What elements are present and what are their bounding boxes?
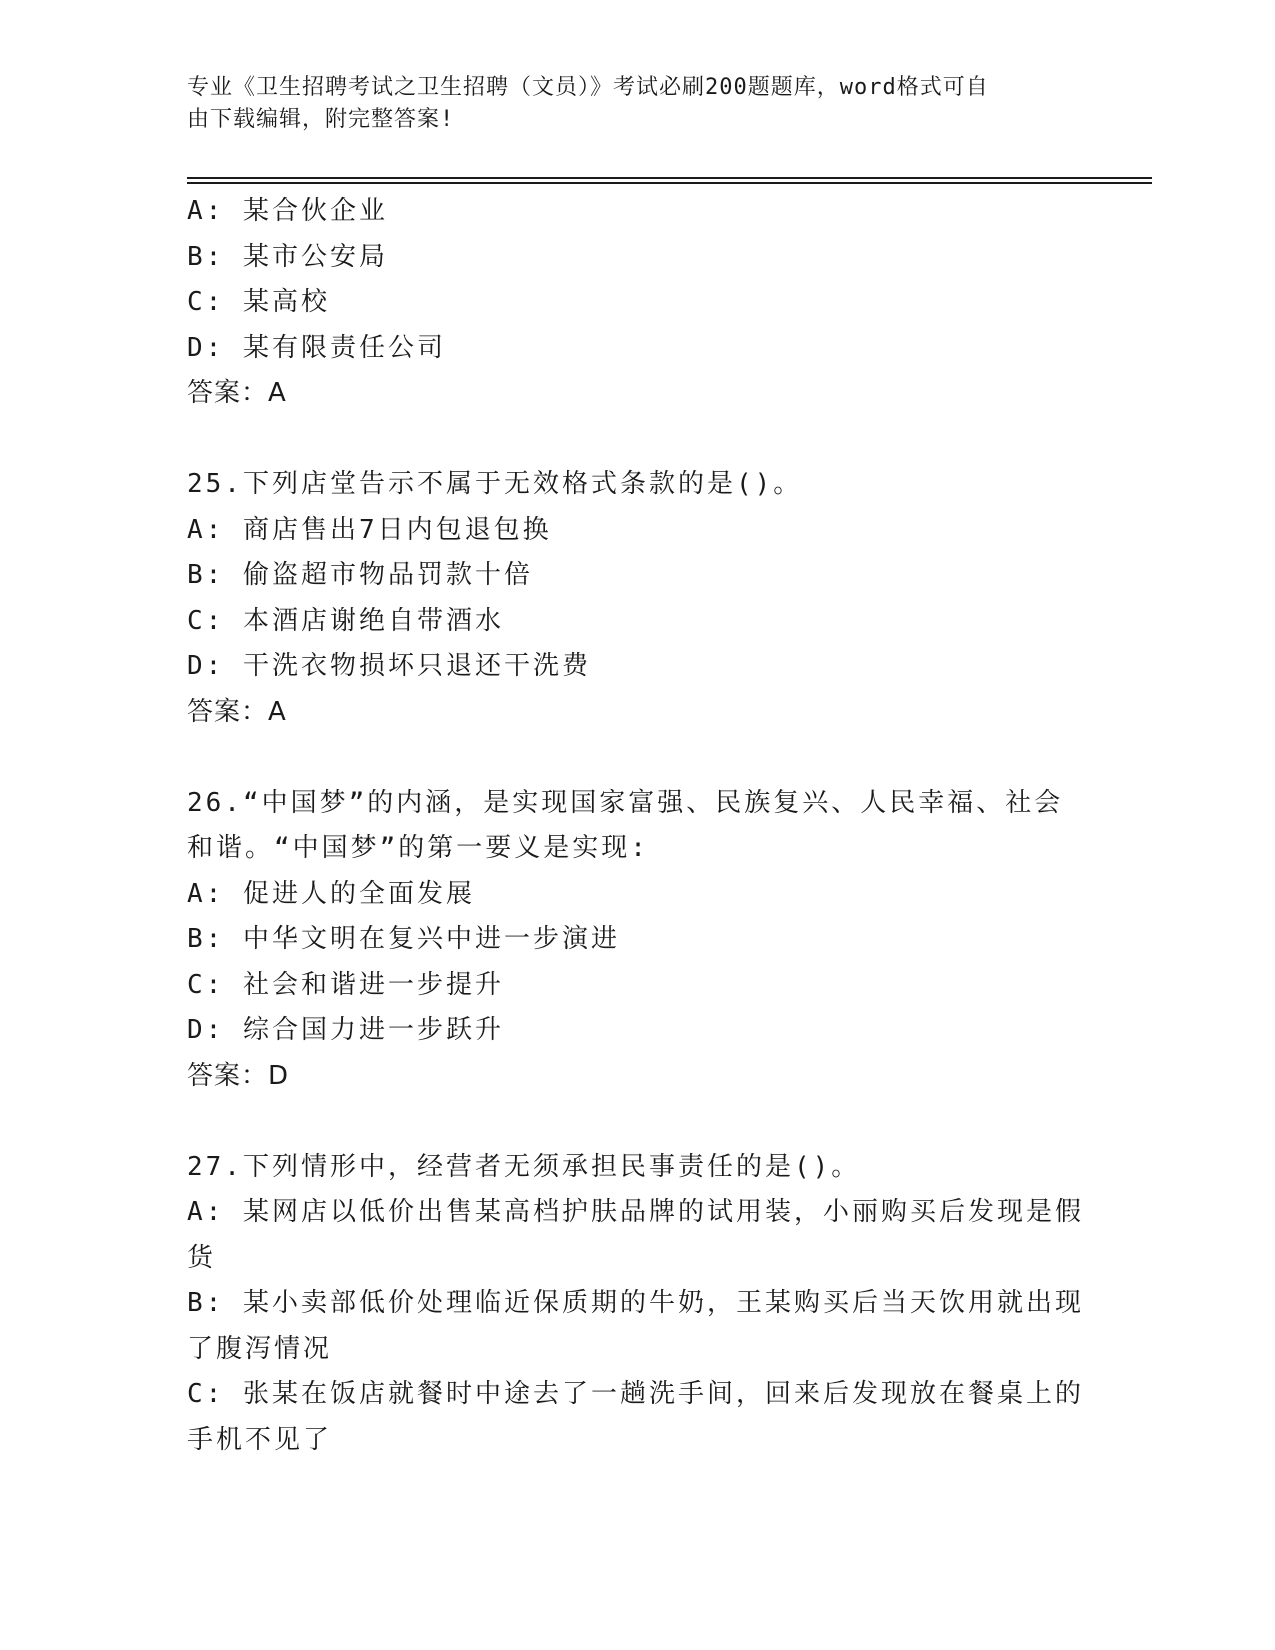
question-text-line-2: 和谐。“中国梦”的第一要义是实现: (187, 833, 649, 863)
spacer (187, 1099, 1087, 1145)
option-d: D: 综合国力进一步跃升 (187, 1015, 504, 1045)
answer-line: 答案：A (187, 378, 287, 408)
answer-line: 答案：A (187, 696, 287, 727)
header-rule-bottom (187, 182, 1152, 184)
option-c: C: 某高校 (187, 287, 330, 317)
question-25-block (187, 462, 1087, 735)
option-a: A: 商店售出7日内包退包换 (187, 514, 552, 545)
option-b: B: 偷盗超市物品罚款十倍 (187, 560, 533, 590)
question-text: 27.下列情形中，经营者无须承担民事责任的是()。 (187, 1151, 861, 1182)
question-text-line-1: 26.“中国梦”的内涵，是实现国家富强、民族复兴、人民幸福、社会 (187, 787, 1064, 818)
option-b: B: 某市公安局 (187, 241, 388, 272)
option-b: B: 中华文明在复兴中进一步演进 (187, 924, 620, 954)
header-rule-top (187, 177, 1152, 179)
question-26-block (187, 781, 1087, 1100)
option-b-line-1: B: 某小卖部低价处理临近保质期的牛奶，王某购买后当天饮用就出现 (187, 1288, 1084, 1318)
option-c-line-2: 手机不见了 (187, 1424, 333, 1455)
option-d: D: 干洗衣物损坏只退还干洗费 (187, 651, 591, 681)
option-a: A: 促进人的全面发展 (187, 878, 475, 909)
answer-line: 答案：D (187, 1060, 290, 1091)
option-c: C: 社会和谐进一步提升 (187, 969, 504, 1000)
document-header (187, 72, 1077, 136)
spacer (187, 417, 1087, 463)
question-text: 25.下列店堂告示不属于无效格式条款的是()。 (187, 469, 803, 499)
header-line-1: 专业《卫生招聘考试之卫生招聘（文员）》考试必刷200题题库，word格式可自 (187, 75, 989, 100)
question-27-block (187, 1145, 1087, 1464)
option-c-line-1: C: 张某在饭店就餐时中途去了一趟洗手间，回来后发现放在餐桌上的 (187, 1379, 1084, 1409)
header-line-2: 由下载编辑，附完整答案! (187, 107, 455, 132)
option-a-line-1: A: 某网店以低价出售某高档护肤品牌的试用装，小丽购买后发现是假 (187, 1197, 1084, 1227)
option-b-line-2: 了腹泻情况 (187, 1333, 333, 1364)
option-a: A: 某合伙企业 (187, 196, 388, 226)
option-d: D: 某有限责任公司 (187, 332, 446, 363)
option-c: C: 本酒店谢绝自带酒水 (187, 605, 504, 636)
question-content (187, 189, 1087, 1463)
option-a-line-2: 货 (187, 1242, 217, 1273)
prev-question-block (187, 189, 1087, 417)
spacer (187, 735, 1087, 781)
